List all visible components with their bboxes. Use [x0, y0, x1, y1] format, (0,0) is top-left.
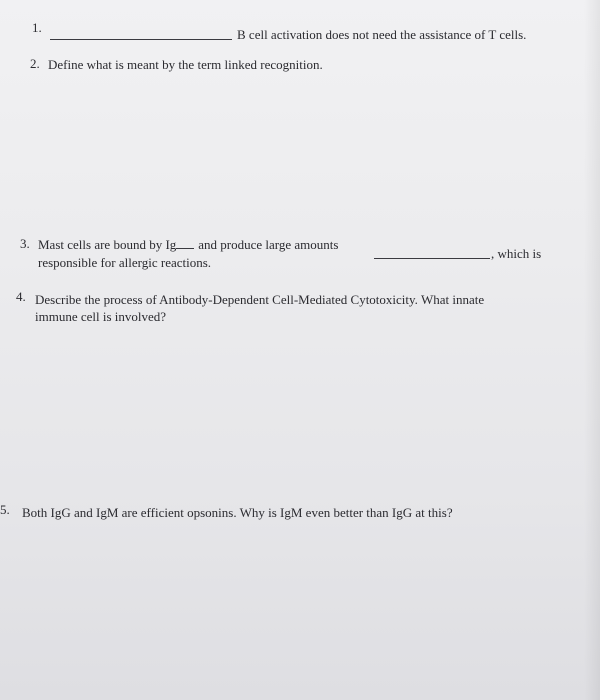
- question-2-text: Define what is meant by the term linked recognition.: [48, 57, 323, 72]
- question-1: [32, 20, 42, 36]
- question-2: [30, 56, 40, 72]
- question-3-number: 3.: [20, 236, 30, 251]
- question-5-text: Both IgG and IgM are efficient opsonins. Why is IgM even better than IgG at this?: [22, 505, 453, 520]
- amount-blank[interactable]: [374, 248, 490, 259]
- page-shadow: [584, 0, 600, 700]
- question-3-text-part-2: and produce large amounts: [198, 237, 339, 252]
- question-4: [16, 289, 26, 305]
- ig-class-blank[interactable]: [176, 238, 194, 249]
- answer-blank[interactable]: [50, 30, 232, 40]
- question-5-number: 5.: [0, 502, 10, 517]
- question-5: [0, 502, 10, 518]
- question-4-number: 4.: [16, 289, 26, 304]
- question-4-line-1: Describe the process of Antibody-Dependent Cell-Mediated Cytotoxicity. What innate: [35, 292, 485, 307]
- question-1-number: 1.: [32, 20, 42, 35]
- question-3-line-2: responsible for allergic reactions.: [38, 255, 212, 270]
- question-3-text-part-1: Mast cells are bound by Ig: [38, 237, 177, 252]
- question-1-answer-blank-wrap: [50, 28, 232, 44]
- question-3-text-part-3: , which is: [491, 246, 542, 261]
- question-4-line-2: immune cell is involved?: [35, 309, 167, 324]
- question-3-amount-blank-wrap: [374, 247, 490, 263]
- question-1-text: B cell activation does not need the assistance of T cells.: [237, 27, 527, 42]
- question-2-number: 2.: [30, 56, 40, 71]
- question-3-line-1: [38, 237, 338, 253]
- question-3: [20, 236, 30, 252]
